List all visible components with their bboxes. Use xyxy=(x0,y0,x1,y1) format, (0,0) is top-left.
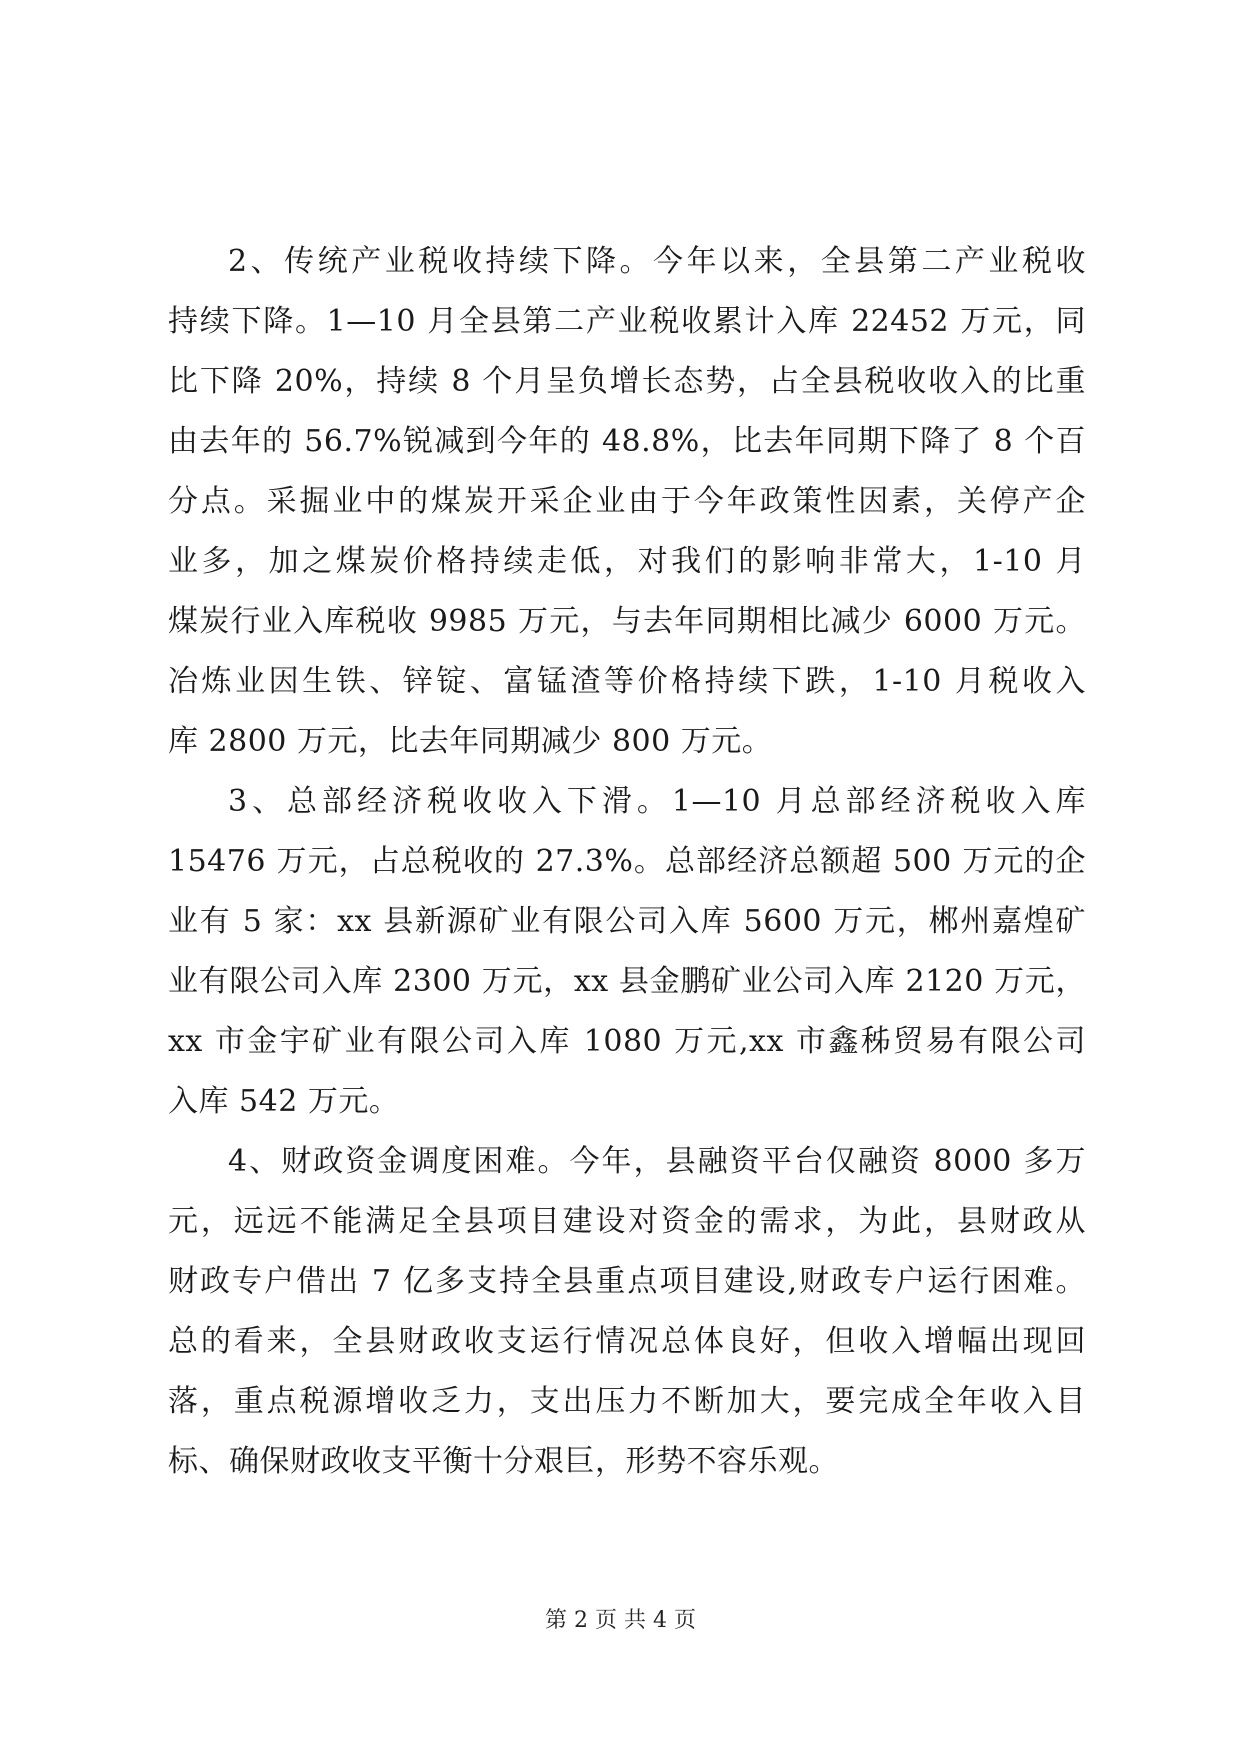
text-line: 业有限公司入库 2300 万元，xx 县金鹏矿业公司入库 2120 万元， xyxy=(168,964,1086,999)
text-line: 元，远远不能满足全县项目建设对资金的需求，为此，县财政从 xyxy=(168,1204,1086,1239)
text-line: 总的看来，全县财政收支运行情况总体良好，但收入增幅出现回 xyxy=(168,1324,1086,1359)
text-line: 标、确保财政收支平衡十分艰巨，形势不容乐观。 xyxy=(168,1444,839,1479)
document-body xyxy=(168,232,1086,1492)
text-line: 4、财政资金调度困难。今年，县融资平台仅融资 8000 多万 xyxy=(228,1144,1086,1179)
text-line: 业有 5 家：xx 县新源矿业有限公司入库 5600 万元，郴州嘉煌矿 xyxy=(168,904,1086,939)
text-line: 落，重点税源增收乏力，支出压力不断加大，要完成全年收入目 xyxy=(168,1384,1086,1419)
text-line: 持续下降。1—10 月全县第二产业税收累计入库 22452 万元，同 xyxy=(168,304,1086,339)
text-line: 由去年的 56.7%锐减到今年的 48.8%，比去年同期下降了 8 个百 xyxy=(168,424,1086,459)
page-number-footer: 第 2 页 共 4 页 xyxy=(545,1608,696,1633)
paragraph-traditional-industry-tax xyxy=(168,232,1086,772)
text-line: 2、传统产业税收持续下降。今年以来，全县第二产业税收 xyxy=(228,244,1086,279)
paragraph-headquarters-economy-tax xyxy=(168,772,1086,1132)
text-line: 分点。采掘业中的煤炭开采企业由于今年政策性因素，关停产企 xyxy=(168,484,1086,519)
text-line: 库 2800 万元，比去年同期减少 800 万元。 xyxy=(168,724,773,759)
text-line: 财政专户借出 7 亿多支持全县重点项目建设,财政专户运行困难。 xyxy=(168,1264,1086,1299)
text-line: 入库 542 万元。 xyxy=(168,1084,400,1119)
text-line: 比下降 20%，持续 8 个月呈负增长态势，占全县税收收入的比重 xyxy=(168,364,1086,399)
text-line: 煤炭行业入库税收 9985 万元，与去年同期相比减少 6000 万元。 xyxy=(168,604,1086,639)
text-line: 3、总部经济税收收入下滑。1—10 月总部经济税收入库 xyxy=(228,784,1086,819)
text-line: 业多，加之煤炭价格持续走低，对我们的影响非常大，1-10 月 xyxy=(168,544,1086,579)
text-line: xx 市金宇矿业有限公司入库 1080 万元,xx 市鑫秭贸易有限公司 xyxy=(168,1024,1086,1059)
paragraph-fiscal-fund-scheduling xyxy=(168,1132,1086,1492)
text-line: 15476 万元，占总税收的 27.3%。总部经济总额超 500 万元的企 xyxy=(168,844,1086,879)
text-line: 冶炼业因生铁、锌锭、富锰渣等价格持续下跌，1-10 月税收入 xyxy=(168,664,1086,699)
